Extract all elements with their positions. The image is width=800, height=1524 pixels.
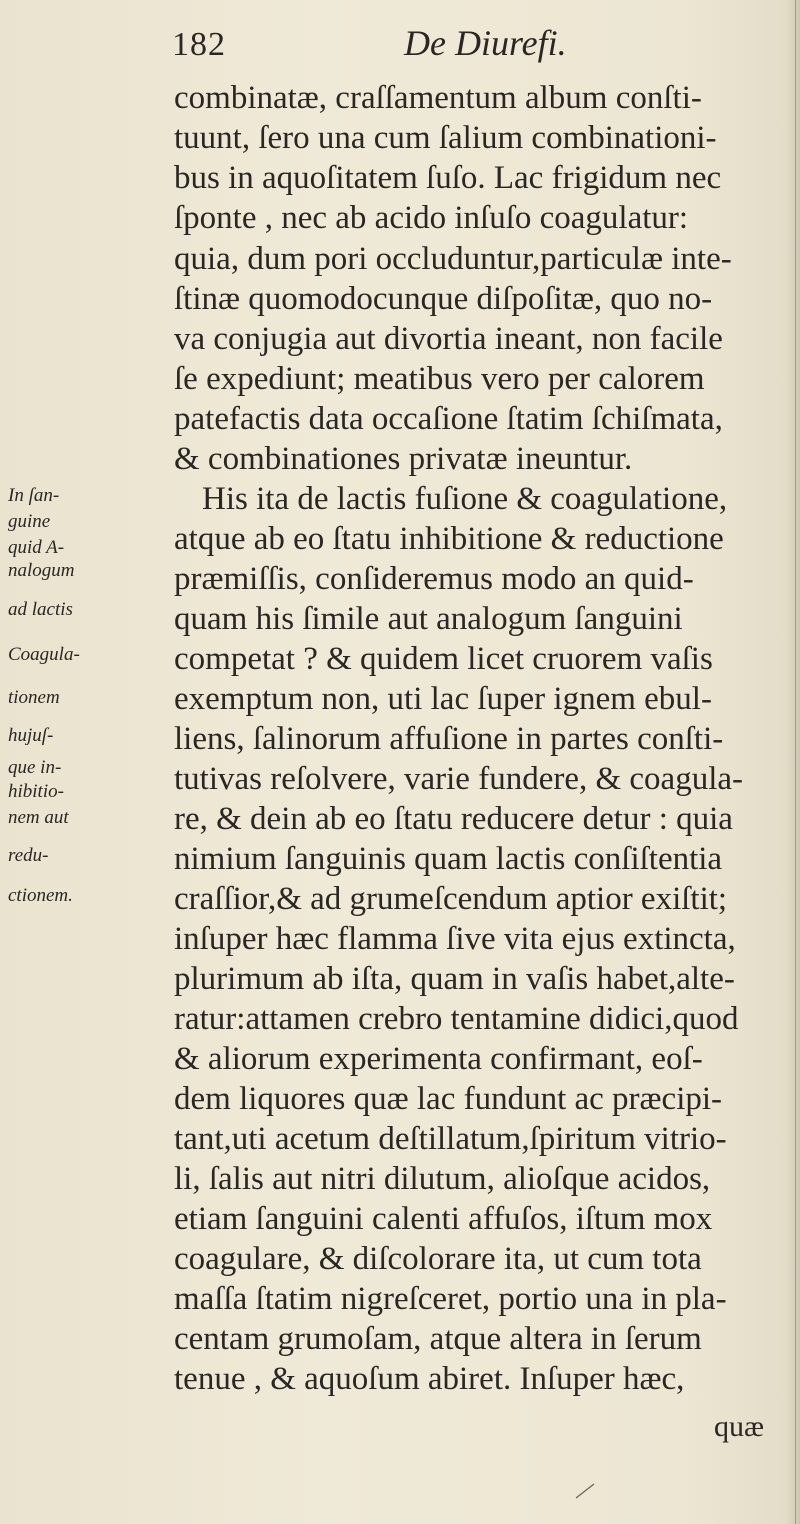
margin-note-line: nem aut xyxy=(8,807,69,828)
body-line: atque ab eo ſtatu inhibitione & reductione xyxy=(174,521,724,557)
margin-note-line: nalogum xyxy=(8,560,75,581)
body-line: centam grumoſam, atque altera in ſerum xyxy=(174,1321,702,1357)
margin-note-line: tionem xyxy=(8,687,60,708)
body-line: tenue , & aquoſum abiret. Inſuper hæc, xyxy=(174,1361,685,1397)
body-line: exemptum non, uti lac ſuper ignem ebul- xyxy=(174,681,712,717)
body-line: & aliorum experimenta confirmant, eoſ- xyxy=(174,1041,703,1077)
body-line: liens, ſalinorum affuſione in partes conſti- xyxy=(174,721,724,757)
margin-note-line: In ſan- xyxy=(8,485,60,506)
margin-note-line: hibitio- xyxy=(8,781,64,802)
body-line: bus in aquoſitatem ſuſo. Lac frigidum nec xyxy=(174,160,722,196)
running-head: De Diurefi. xyxy=(404,23,567,63)
page-edge-line xyxy=(795,0,796,1524)
catchword: quæ xyxy=(714,1410,765,1443)
body-line: re, & dein ab eo ſtatu reducere detur : quia xyxy=(174,801,733,837)
body-line: va conjugia aut divortia ineant, non facile xyxy=(174,321,723,357)
body-line: patefactis data occaſione ſtatim ſchiſmata, xyxy=(174,401,723,437)
margin-note-line: redu- xyxy=(8,845,49,866)
body-line: plurimum ab iſta, quam in vaſis habet,alte- xyxy=(174,961,735,997)
body-line: ſtinæ quomodocunque diſpoſitæ, quo no- xyxy=(174,281,713,317)
body-line: craſſior,& ad grumeſcendum aptior exiſtit; xyxy=(174,881,728,917)
body-line: nimium ſanguinis quam lactis conſiſtentia xyxy=(174,841,723,877)
pen-stroke-mark xyxy=(574,1480,598,1500)
margin-note-line: ad lactis xyxy=(8,599,73,620)
body-line: etiam ſanguini calenti affuſos, iſtum mox xyxy=(174,1201,713,1237)
body-line: dem liquores quæ lac fundunt ac præcipi- xyxy=(174,1081,723,1117)
body-line: combinatæ, craſſamentum album conſti- xyxy=(174,80,702,116)
margin-note-line: quid A- xyxy=(8,537,65,558)
body-line: competat ? & quidem licet cruorem vaſis xyxy=(174,641,713,677)
margin-note-line: hujuſ- xyxy=(8,725,54,746)
body-line: maſſa ſtatim nigreſceret, portio una in pla- xyxy=(174,1281,727,1317)
body-line: præmiſſis, conſideremus modo an quid- xyxy=(174,561,694,597)
body-line: quam his ſimile aut analogum ſanguini xyxy=(174,601,683,637)
body-line: tant,uti acetum deſtillatum,ſpiritum vitrio- xyxy=(174,1121,727,1157)
margin-note-line: que in- xyxy=(8,757,62,778)
body-line: ſponte , nec ab acido inſuſo coagulatur: xyxy=(174,200,689,236)
page-edge-shadow xyxy=(786,0,800,1524)
body-line: His ita de lactis fuſione & coagulatione, xyxy=(202,481,728,517)
margin-note-line: guine xyxy=(8,511,51,532)
margin-note-line: ctionem. xyxy=(8,885,73,906)
body-line: quia, dum pori occluduntur,particulæ inte- xyxy=(174,241,732,277)
body-line: coagulare, & diſcolorare ita, ut cum tota xyxy=(174,1241,702,1277)
page-number: 182 xyxy=(172,26,226,63)
body-line: & combinationes privatæ ineuntur. xyxy=(174,441,633,477)
body-line: tutivas reſolvere, varie fundere, & coagula- xyxy=(174,761,743,797)
body-line: li, ſalis aut nitri dilutum, alioſque acidos, xyxy=(174,1161,711,1197)
body-line: tuunt, ſero una cum ſalium combinationi- xyxy=(174,120,717,156)
body-line: inſuper hæc flamma ſive vita ejus extincta, xyxy=(174,921,736,957)
margin-note-line: Coagula- xyxy=(8,644,80,665)
body-line: ratur:attamen crebro tentamine didici,quod xyxy=(174,1001,739,1037)
body-line: ſe expediunt; meatibus vero per calorem xyxy=(174,361,705,397)
